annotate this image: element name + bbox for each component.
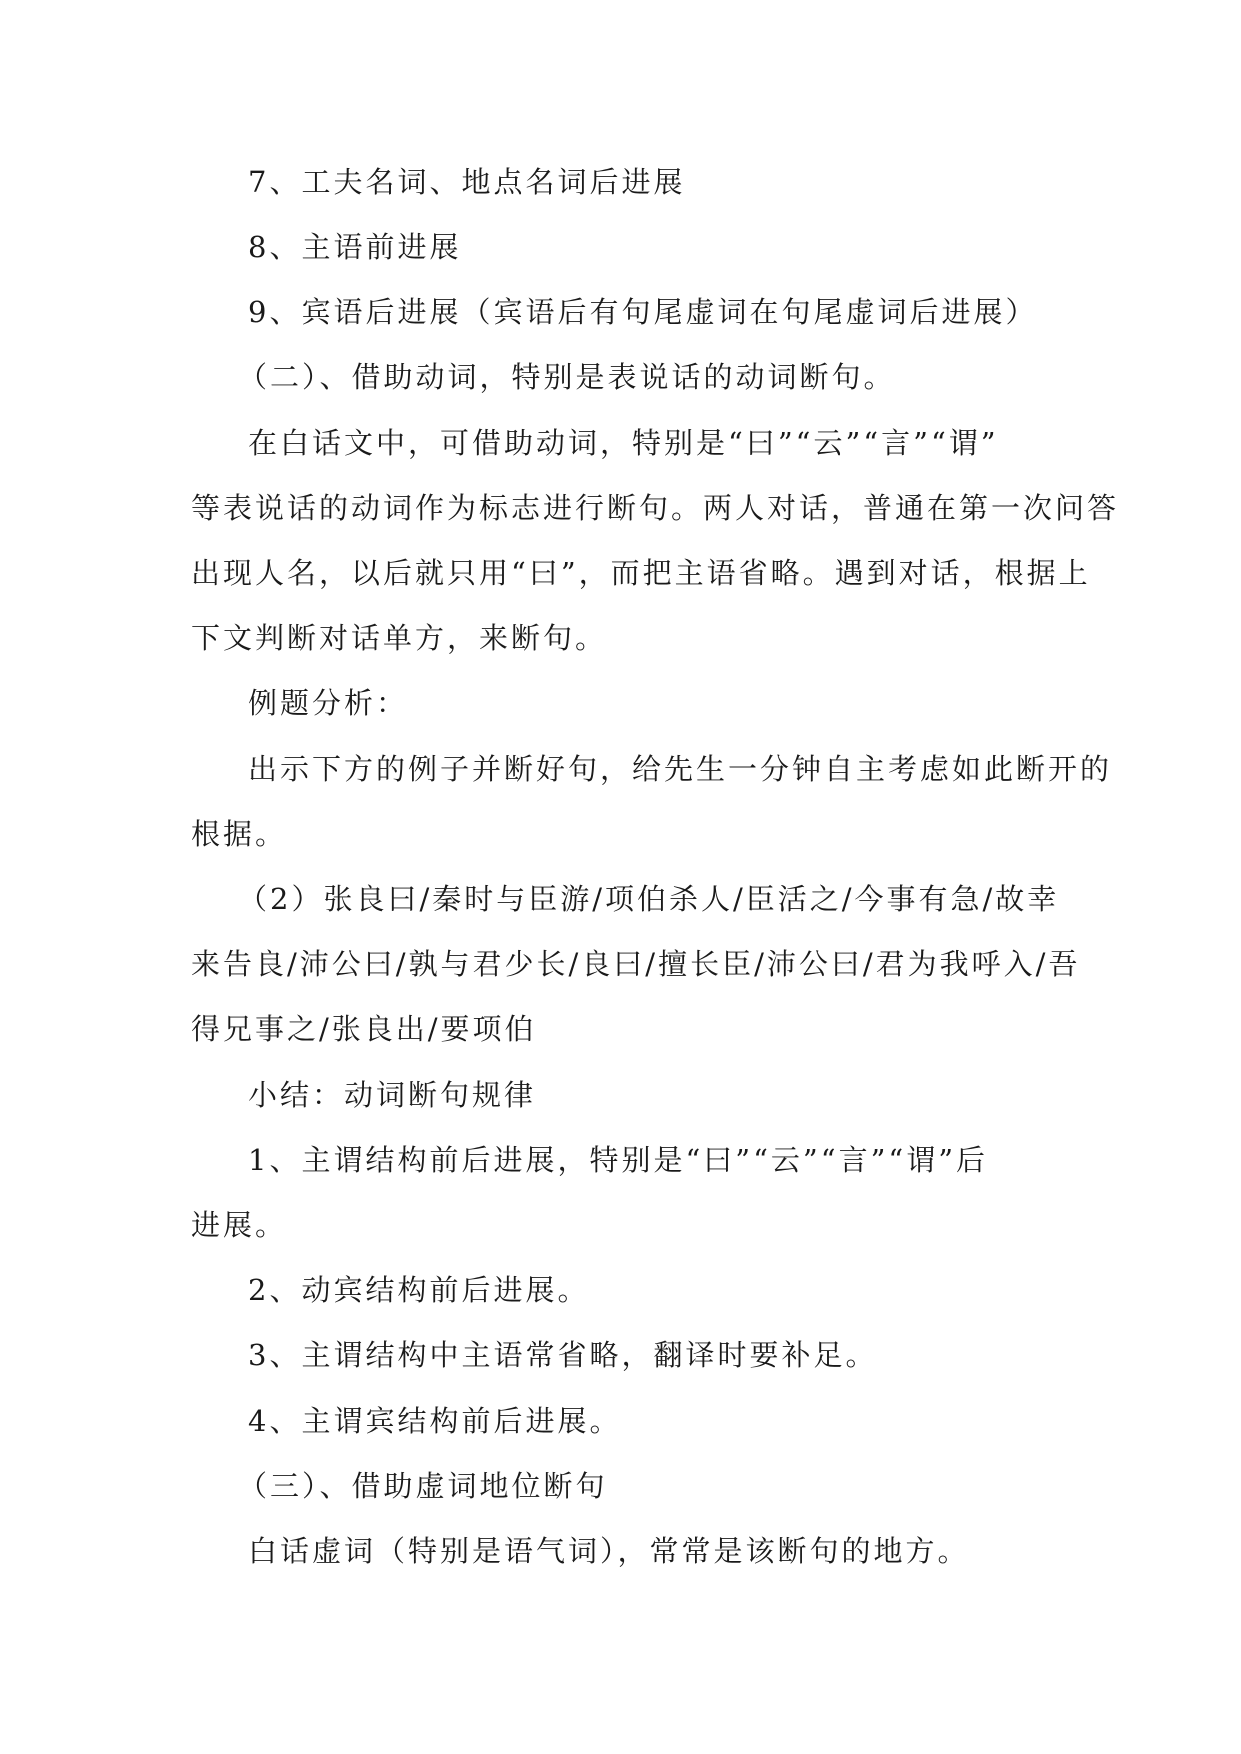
list-item-9: 9、宾语后进展（宾语后有句尾虚词在句尾虚词后进展） [248,295,1038,329]
summary-item-1-cont: 进展。 [191,1208,288,1242]
example-text-line: 得兄事之/张良出/要项伯 [191,1012,537,1046]
list-item-8: 8、主语前进展 [248,230,462,264]
paragraph-line: 等表说话的动词作为标志进行断句。两人对话，普通在第一次问答 [191,491,1120,525]
example-text-line: （2）张良曰/秦时与臣游/项伯杀人/臣活之/今事有急/故幸 [238,882,1060,916]
paragraph-line: 出示下方的例子并断好句，给先生一分钟自主考虑如此断开的 [248,752,1113,786]
list-item-7: 7、工夫名词、地点名词后进展 [248,165,686,199]
paragraph-line: 根据。 [191,817,288,851]
section-heading-3: （三）、借助虚词地位断句 [238,1469,608,1503]
paragraph-line: 在白话文中，可借助动词，特别是“曰”“云”“言”“谓” [248,426,999,460]
summary-item-4: 4、主谓宾结构前后进展。 [248,1404,622,1438]
summary-item-1: 1、主谓结构前后进展，特别是“曰”“云”“言”“谓”后 [248,1143,989,1177]
paragraph-line: 下文判断对话单方，来断句。 [191,621,608,655]
summary-heading: 小结：动词断句规律 [248,1078,537,1112]
example-text-line: 来告良/沛公曰/孰与君少长/良曰/擅长臣/沛公曰/君为我呼入/吾 [191,947,1081,981]
summary-item-3: 3、主谓结构中主语常省略，翻译时要补足。 [248,1338,878,1372]
paragraph-line: 白话虚词（特别是语气词），常常是该断句的地方。 [248,1534,970,1568]
summary-item-2: 2、动宾结构前后进展。 [248,1273,590,1307]
section-heading-2: （二）、借助动词，特别是表说话的动词断句。 [238,360,896,394]
paragraph-line: 出现人名，以后就只用“曰”，而把主语省略。遇到对话，根据上 [191,556,1091,590]
example-label: 例题分析： [248,686,409,720]
